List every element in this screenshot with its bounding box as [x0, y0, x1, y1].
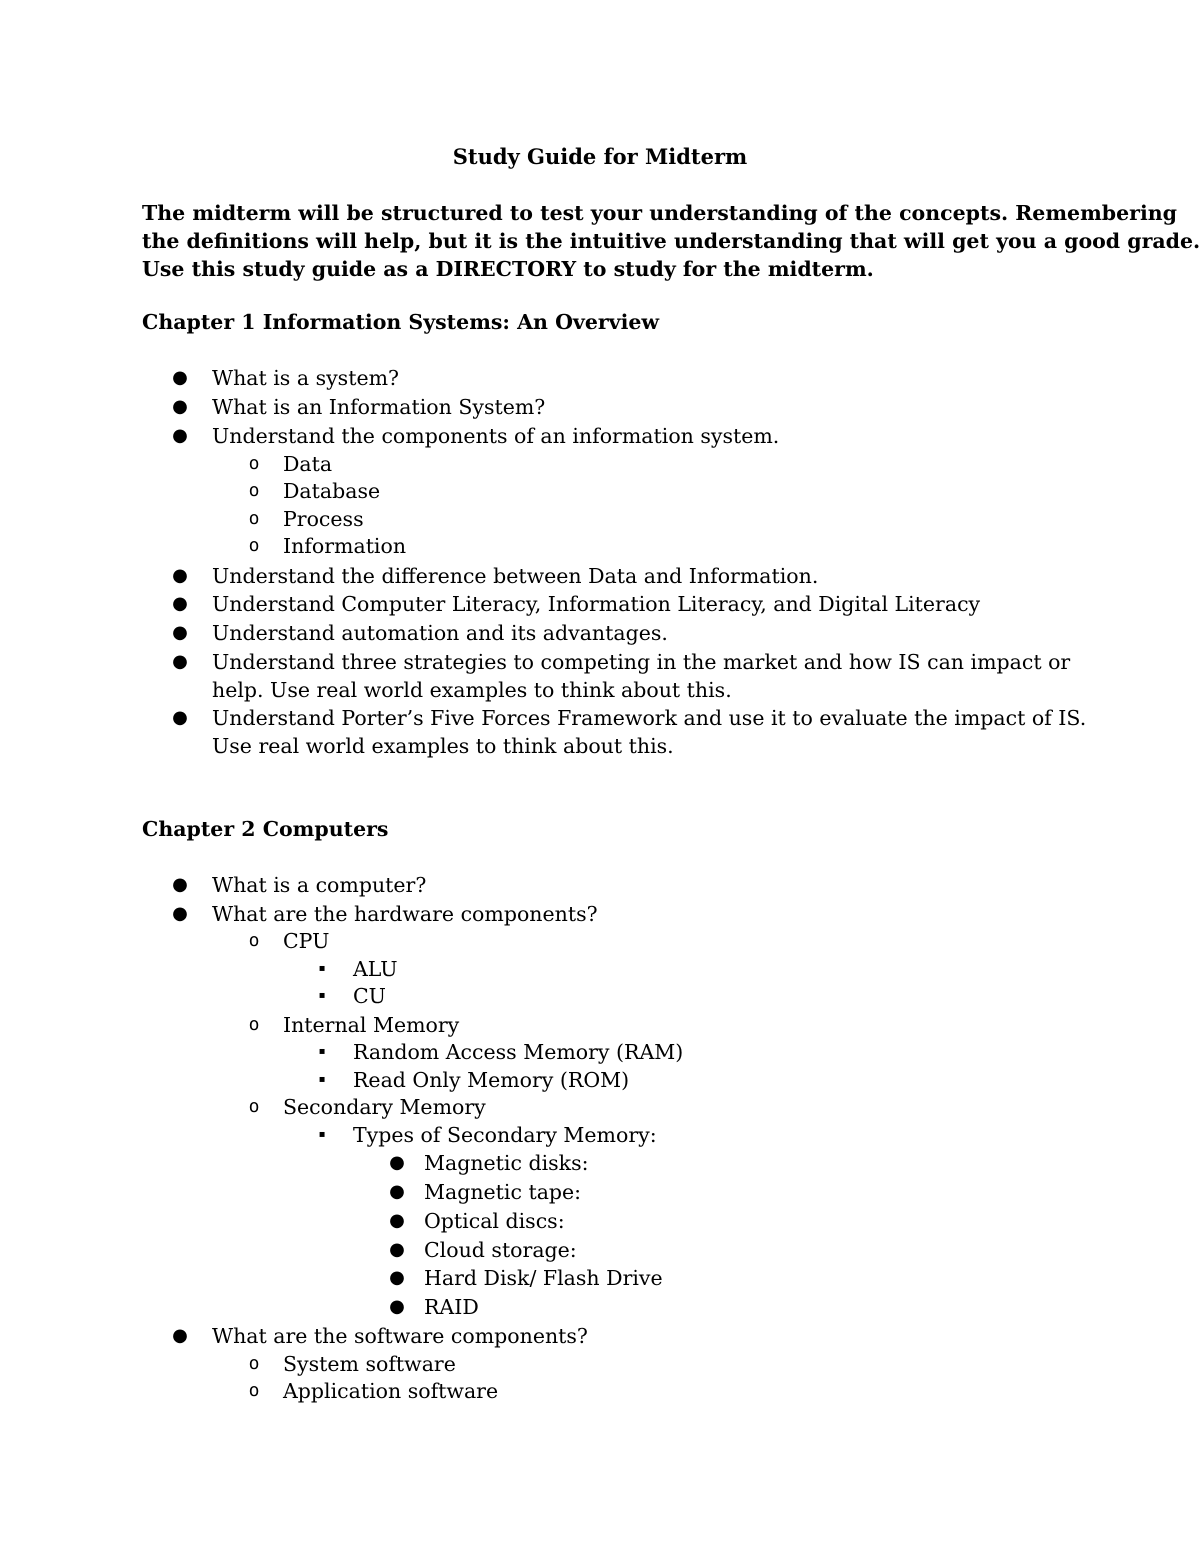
list-item: Read Only Memory (ROM) — [353, 1068, 630, 1092]
list-item: Understand Computer Literacy, Information Literacy, and Digital Literacy — [212, 592, 981, 616]
bullet-circle-icon: o — [248, 930, 260, 951]
bullet-circle-icon: o — [248, 453, 260, 474]
bullet-disc-icon: ● — [389, 1239, 405, 1260]
bullet-disc-icon: ● — [172, 707, 188, 728]
list-item: Application software — [283, 1379, 499, 1403]
list-item: Database — [283, 479, 381, 503]
list-item: Cloud storage: — [424, 1238, 577, 1262]
list-item: Internal Memory — [283, 1013, 460, 1037]
bullet-circle-icon: o — [248, 1380, 260, 1401]
bullet-disc-icon: ● — [172, 651, 188, 672]
list-item: Magnetic tape: — [424, 1180, 582, 1204]
bullet-square-icon: ▪ — [318, 1074, 326, 1085]
list-item: What is a computer? — [212, 873, 427, 897]
intro-line: the definitions will help, but it is the intuitive understanding that will get you a good grade. — [142, 229, 1200, 253]
list-item: RAID — [424, 1295, 479, 1319]
bullet-square-icon: ▪ — [318, 963, 326, 974]
list-item: Understand Porter’s Five Forces Framework and use it to evaluate the impact of IS. — [212, 706, 1087, 730]
list-item: What is a system? — [212, 366, 400, 390]
bullet-circle-icon: o — [248, 508, 260, 529]
bullet-square-icon: ▪ — [318, 1046, 326, 1057]
list-item: Understand the difference between Data and Information. — [212, 564, 819, 588]
list-item: Understand automation and its advantages. — [212, 621, 668, 645]
list-item: Information — [283, 534, 407, 558]
list-item: Process — [283, 507, 364, 531]
list-item: What are the hardware components? — [212, 902, 598, 926]
bullet-disc-icon: ● — [172, 425, 188, 446]
bullet-disc-icon: ● — [172, 367, 188, 388]
list-item-continuation: Use real world examples to think about this. — [212, 734, 674, 758]
list-item: What is an Information System? — [212, 395, 546, 419]
intro-line: The midterm will be structured to test your understanding of the concepts. Remembering — [142, 201, 1177, 225]
page-title: Study Guide for Midterm — [452, 144, 748, 169]
chapter-1-heading: Chapter 1 Information Systems: An Overview — [142, 310, 660, 334]
list-item: Optical discs: — [424, 1209, 565, 1233]
bullet-circle-icon: o — [248, 535, 260, 556]
list-item: Understand the components of an information system. — [212, 424, 780, 448]
bullet-disc-icon: ● — [172, 593, 188, 614]
list-item: System software — [283, 1352, 456, 1376]
bullet-disc-icon: ● — [172, 874, 188, 895]
bullet-disc-icon: ● — [389, 1152, 405, 1173]
bullet-disc-icon: ● — [389, 1210, 405, 1231]
bullet-square-icon: ▪ — [318, 990, 326, 1001]
bullet-disc-icon: ● — [389, 1181, 405, 1202]
intro-paragraph — [142, 199, 1200, 283]
list-item: Secondary Memory — [283, 1095, 486, 1119]
bullet-disc-icon: ● — [172, 903, 188, 924]
bullet-circle-icon: o — [248, 480, 260, 501]
bullet-disc-icon: ● — [389, 1296, 405, 1317]
bullet-disc-icon: ● — [172, 396, 188, 417]
list-item: Understand three strategies to competing in the market and how IS can impact or — [212, 650, 1071, 674]
list-item: ALU — [353, 957, 398, 981]
list-item-continuation: help. Use real world examples to think about this. — [212, 678, 732, 702]
intro-line: Use this study guide as a DIRECTORY to study for the midterm. — [142, 257, 874, 281]
bullet-disc-icon: ● — [389, 1267, 405, 1288]
list-item: Random Access Memory (RAM) — [353, 1040, 684, 1064]
bullet-disc-icon: ● — [172, 622, 188, 643]
list-item: Hard Disk/ Flash Drive — [424, 1266, 663, 1290]
list-item: CU — [353, 984, 386, 1008]
chapter-2-heading: Chapter 2 Computers — [142, 817, 389, 841]
bullet-circle-icon: o — [248, 1096, 260, 1117]
bullet-disc-icon: ● — [172, 1325, 188, 1346]
list-item: What are the software components? — [212, 1324, 588, 1348]
list-item: Magnetic disks: — [424, 1151, 589, 1175]
bullet-square-icon: ▪ — [318, 1129, 326, 1140]
bullet-circle-icon: o — [248, 1353, 260, 1374]
bullet-circle-icon: o — [248, 1014, 260, 1035]
list-item: Data — [283, 452, 333, 476]
list-item: Types of Secondary Memory: — [353, 1123, 657, 1147]
list-item: CPU — [283, 929, 330, 953]
bullet-disc-icon: ● — [172, 565, 188, 586]
